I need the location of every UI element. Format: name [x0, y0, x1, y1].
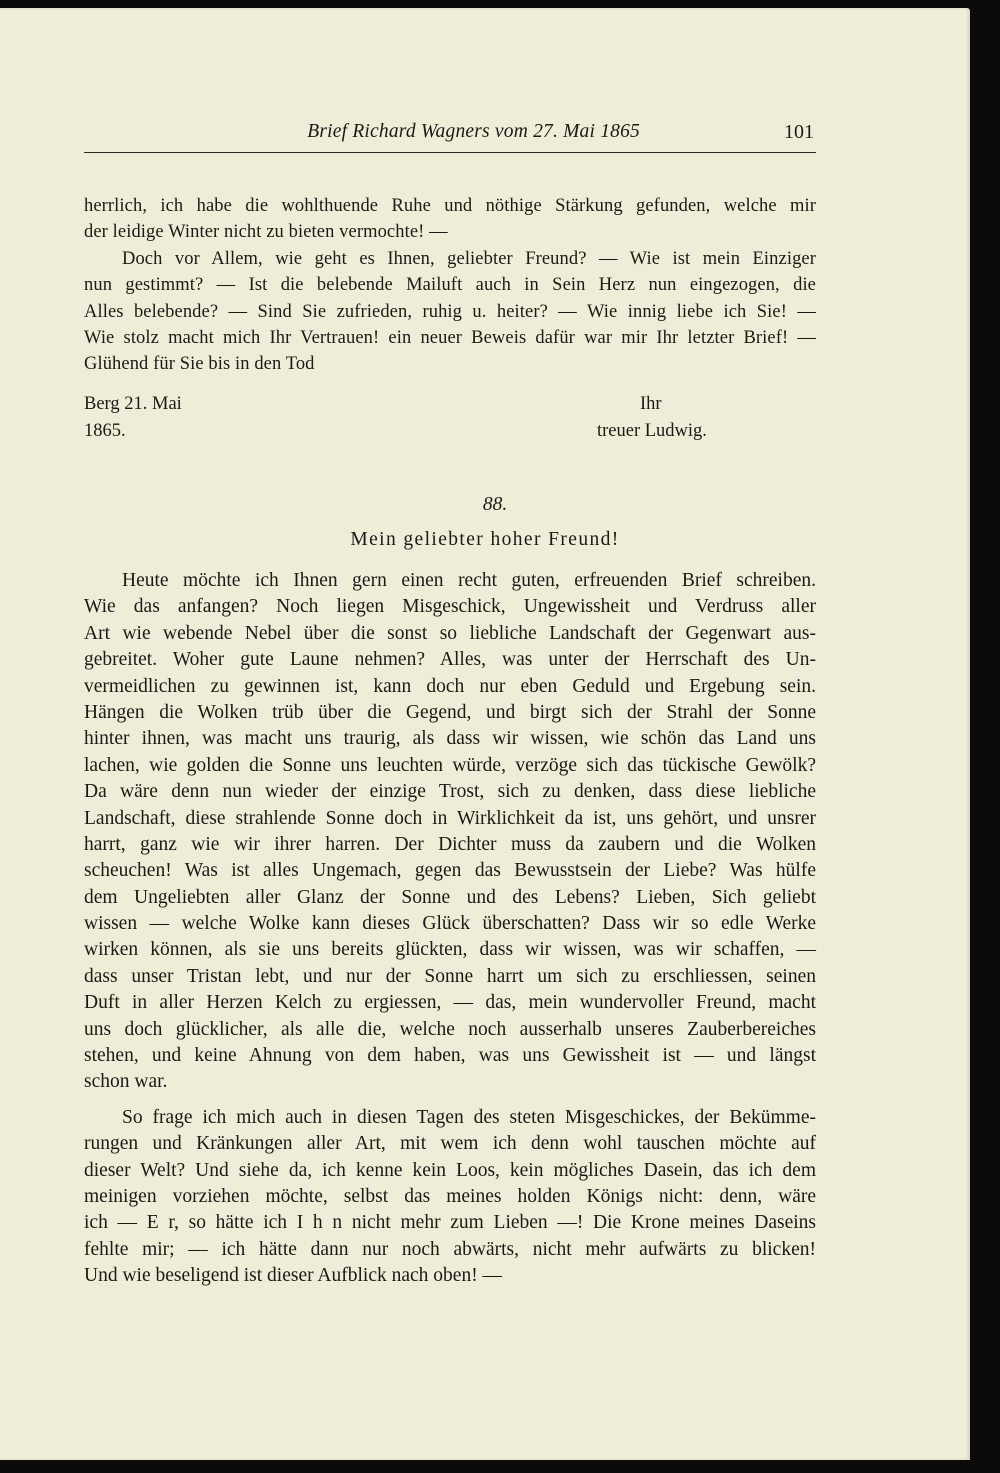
- text-line: ich — E r, so hätte ich I h n nicht mehr zum Lieben —! Die Krone meines Daseins: [84, 1212, 816, 1234]
- paragraph-gap: [84, 1096, 816, 1105]
- text-line: uns doch glücklicher, als alle die, welche noch ausserhalb unseres Zauberbereiches: [84, 1018, 816, 1040]
- text-line: Art wie webende Nebel über die sonst so liebliche Landschaft der Gegenwart aus-: [84, 622, 816, 644]
- text-line: stehen, und keine Ahnung von dem haben, was uns Gewissheit ist — und längst: [84, 1045, 816, 1067]
- signature: treuer Ludwig.: [597, 421, 707, 441]
- text-line: meinigen vorziehen möchte, selbst das meines holden Königs nicht: denn, wäre: [84, 1185, 816, 1207]
- letter-body: [84, 568, 816, 1290]
- closing: Ihr: [640, 394, 662, 414]
- text-line: Da wäre denn nun wieder der einzige Trost, sich zu denken, dass diese liebliche: [84, 781, 816, 803]
- text-line: schon war.: [84, 1071, 168, 1093]
- text-line: Heute möchte ich Ihnen gern einen recht guten, erfreuenden Brief schreiben.: [122, 570, 816, 591]
- text-line: scheuchen! Was ist alles Ungemach, gegen das Bewusstsein der Liebe? Was hülfe: [84, 860, 816, 882]
- text-line: herrlich, ich habe die wohlthuende Ruhe und nöthige Stärkung gefunden, welche mir: [84, 196, 816, 216]
- salutation: Mein geliebter hoher Freund!: [350, 529, 620, 550]
- text-line: gebreitet. Woher gute Laune nehmen? Alles, was unter der Herrschaft des Un-: [84, 649, 816, 671]
- text-line: dieser Welt? Und siehe da, ich kenne kein Loos, kein mögliches Dasein, das ich dem: [84, 1159, 816, 1181]
- text-line: lachen, wie golden die Sonne uns leuchten würde, verzöge sich das tückische Gewölk?: [84, 754, 816, 776]
- text-line: Doch vor Allem, wie geht es Ihnen, geliebter Freund? — Wie ist mein Einziger: [122, 248, 816, 269]
- text-line: der leidige Winter nicht zu bieten vermochte! —: [84, 222, 448, 243]
- page-number: 101: [784, 121, 814, 143]
- page-header: [84, 116, 816, 153]
- text-line: hinter ihnen, was macht uns traurig, als dass wir wissen, wie schön das Land uns: [84, 728, 816, 750]
- text-line: Und wie beseligend ist dieser Aufblick nach oben! —: [84, 1265, 503, 1287]
- text-line: dem Ungeliebten aller Glanz der Sonne und des Lebens? Lieben, Sich geliebt: [84, 886, 816, 908]
- text-line: Wie das anfangen? Noch liegen Misgeschick, Ungewissheit und Verdruss aller: [84, 596, 816, 618]
- letter-closing-row: [84, 391, 816, 417]
- text-line: dass unser Tristan lebt, und nur der Sonne harrt um sich zu erschliessen, seinen: [84, 965, 816, 987]
- text-line: Wie stolz macht mich Ihr Vertrauen! ein neuer Beweis dafür war mir Ihr letzter Brief! —: [84, 327, 816, 348]
- text-line: Duft in aller Herzen Kelch zu ergiessen, — das, mein wundervoller Freund, macht: [84, 992, 816, 1014]
- book-page: [0, 8, 970, 1460]
- text-line: So frage ich mich auch in diesen Tagen des steten Misgeschickes, der Bekümme-: [122, 1106, 816, 1128]
- letter-signature-row: [84, 418, 816, 444]
- running-title: Brief Richard Wagners vom 27. Mai 1865: [307, 121, 640, 142]
- letter-number: 88.: [482, 494, 508, 515]
- text-line: nun gestimmt? — Ist die belebende Mailuft auch in Sein Herz nun eingezogen, die: [84, 275, 816, 296]
- text-line: harrt, ganz wie wir ihrer harren. Der Dichter muss da zaubern und die Wolken: [84, 833, 816, 855]
- text-line: Hängen die Wolken trüb über die Gegend, und birgt sich der Strahl der Sonne: [84, 701, 816, 723]
- text-line: Glühend für Sie bis in den Tod: [84, 354, 315, 375]
- text-line: wirken können, als sie uns bereits glückten, dass wir wissen, was wir schaffen, —: [84, 939, 816, 961]
- text-line: wissen — welche Wolke kann dieses Glück überschatten? Dass wir so edle Werke: [84, 913, 816, 935]
- text-line: fehlte mir; — ich hätte dann nur noch abwärts, nicht mehr aufwärts zu blicken!: [84, 1238, 816, 1260]
- text-line: rungen und Kränkungen aller Art, mit wem ich denn wohl tauschen möchte auf: [84, 1133, 816, 1155]
- text-line: vermeidlichen zu gewinnen ist, kann doch nur eben Geduld und Ergebung sein.: [84, 675, 816, 697]
- text-line: Alles belebende? — Sind Sie zufrieden, ruhig u. heiter? — Wie innig liebe ich Sie! —: [84, 301, 816, 322]
- year: 1865.: [84, 421, 126, 441]
- fraktur-letter-text: [84, 193, 816, 378]
- text-line: Landschaft, diese strahlende Sonne doch in Wirklichkeit da ist, uns gehört, und unsrer: [84, 807, 816, 829]
- place-date: Berg 21. Mai: [84, 394, 182, 414]
